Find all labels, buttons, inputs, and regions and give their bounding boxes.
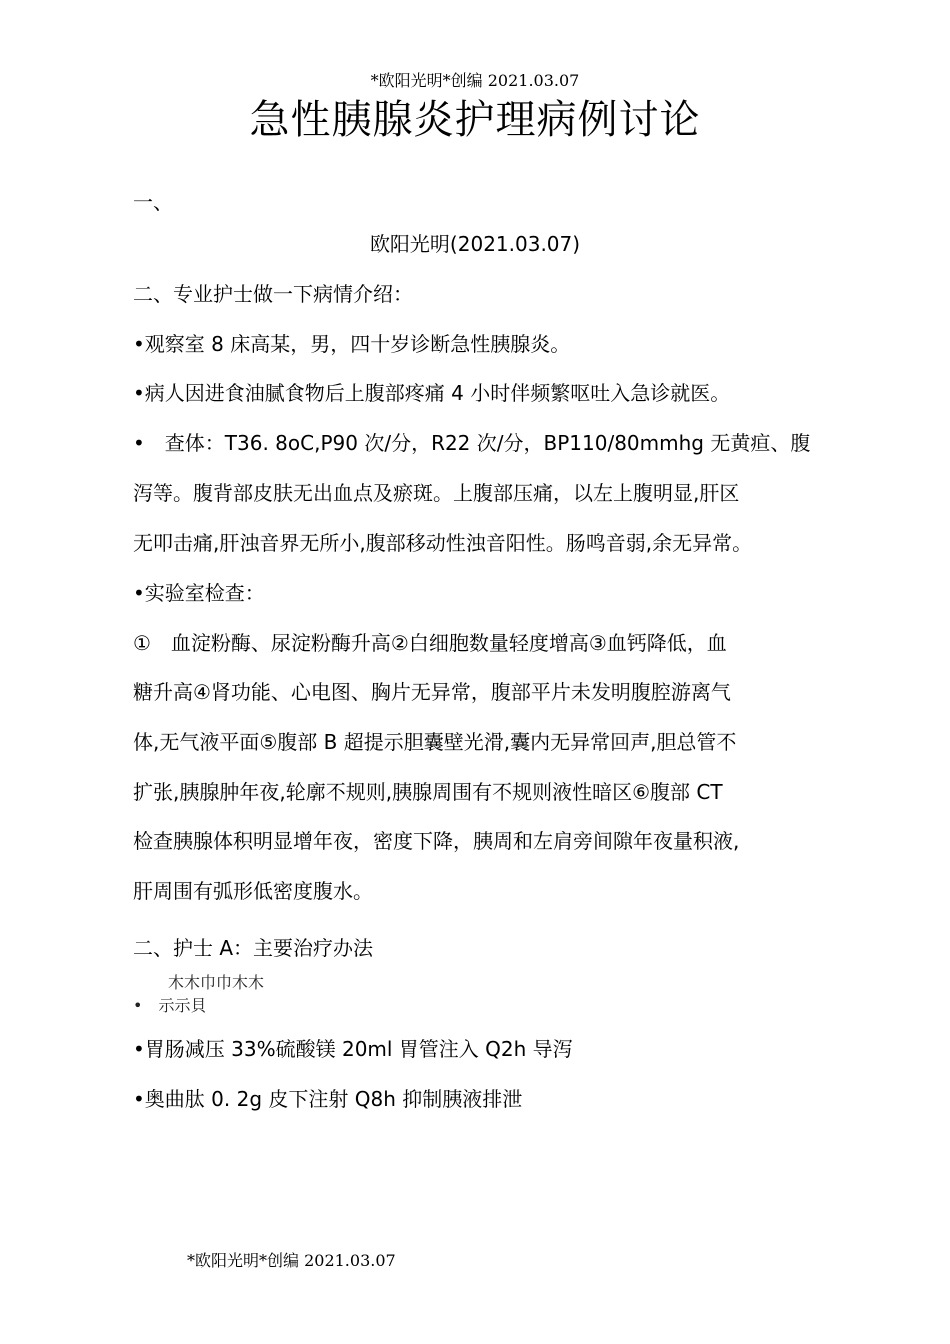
paragraph-line: 检查胰腺体积明显增年夜，密度下降，胰周和左肩旁间隙年夜量积液,	[133, 829, 740, 853]
paragraph-line: 泻等。腹背部皮肤无出血点及瘀斑。上腹部压痛，以左上腹明显,肝区	[133, 481, 740, 505]
footer-note: *欧阳光明*创编 2021.03.07	[187, 1251, 396, 1270]
paragraph-line: 扩张,胰腺肿年夜,轮廓不规则,胰腺周围有不规则液性暗区⑥腹部 CT	[133, 780, 723, 804]
header-note: *欧阳光明*创编 2021.03.07	[370, 71, 580, 90]
paragraph-line: 体,无气液平面⑤腹部 B 超提示胆囊壁光滑,囊内无异常回声,胆总管不	[133, 730, 737, 754]
section-heading-treatment: 二、护士 A：主要治疗办法	[133, 936, 374, 960]
paragraph-line: 肝周围有弧形低密度腹水。	[133, 879, 373, 903]
garbled-text: • 示示貝	[133, 996, 207, 1015]
treatment-line: •胃肠减压 33%硫酸镁 20ml 胃管注入 Q2h 导泻	[133, 1037, 573, 1061]
paragraph-line: •观察室 8 床高某，男，四十岁诊断急性胰腺炎。	[133, 332, 571, 356]
treatment-line: •奥曲肽 0. 2g 皮下注射 Q8h 抑制胰液排泄	[133, 1087, 523, 1111]
paragraph-line: •病人因进食油腻食物后上腹部疼痛 4 小时伴频繁呕吐入急诊就医。	[133, 381, 731, 405]
paragraph-line: •实验室检查：	[133, 581, 265, 605]
paragraph-line: • 查体：T36. 8oC,P90 次/分，R22 次/分，BP110/80mmhg 无黄疸、腹	[133, 431, 811, 455]
section-one-marker: 一、	[133, 190, 173, 214]
paragraph-line: ① 血淀粉酶、尿淀粉酶升高②白细胞数量轻度增高③血钙降低，血	[133, 631, 727, 655]
paragraph-line: 糖升高④肾功能、心电图、胸片无异常，腹部平片未发明腹腔游离气	[133, 680, 731, 704]
garbled-text: 木木巾巾木木	[168, 973, 265, 992]
section-heading-case-intro: 二、专业护士做一下病情介绍：	[133, 282, 413, 306]
paragraph-line: 无叩击痛,肝浊音界无所小,腹部移动性浊音阳性。肠鸣音弱,余无异常。	[133, 531, 753, 555]
author-date-line: 欧阳光明(2021.03.07)	[369, 232, 581, 256]
document-title: 急性胰腺炎护理病例讨论	[249, 97, 701, 143]
